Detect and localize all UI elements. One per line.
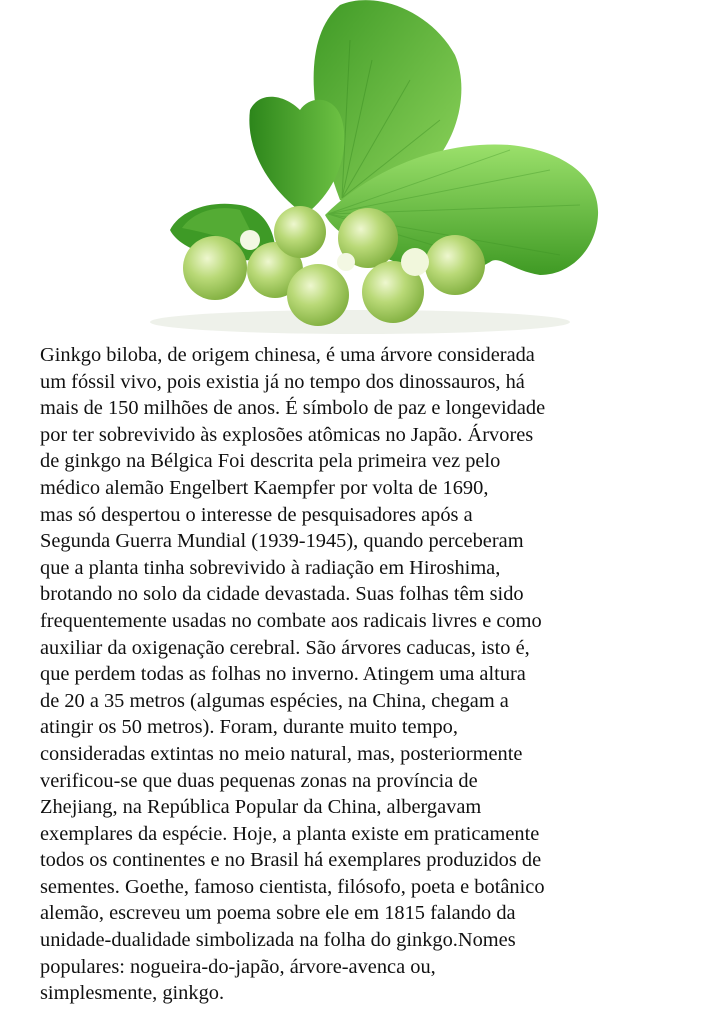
article-line: que a planta tinha sobrevivido à radiação em Hiroshima, — [40, 556, 501, 579]
article-line: Ginkgo biloba, de origem chinesa, é uma árvore considerada — [40, 344, 535, 366]
article-line: de ginkgo na Bélgica Foi descrita pela primeira vez pelo — [40, 450, 501, 473]
article-line: alemão, escreveu um poema sobre ele em 1815 falando da — [40, 902, 516, 925]
article-line: que perdem todas as folhas no inverno. Atingem uma altura — [40, 663, 526, 686]
article-line: médico alemão Engelbert Kaempfer por volta de 1690, — [40, 476, 489, 499]
article-line: mas só despertou o interesse de pesquisadores após a — [40, 503, 473, 526]
article-line: exemplares da espécie. Hoje, a planta existe em praticamente — [40, 822, 540, 845]
article-line: frequentemente usadas no combate aos radicais livres e como — [40, 609, 542, 632]
article-line: um fóssil vivo, pois existia já no tempo dos dinossauros, há — [40, 370, 525, 393]
article-line: auxiliar da oxigenação cerebral. São árvores caducas, isto é, — [40, 636, 530, 659]
article-text — [40, 342, 700, 1007]
article-line: populares: nogueira-do-japão, árvore-avenca ou, — [40, 955, 436, 978]
article-line: de 20 a 35 metros (algumas espécies, na China, chegam a — [40, 689, 509, 712]
ginkgo-leaf-left — [249, 97, 344, 215]
shadow — [150, 310, 570, 334]
article-line: Segunda Guerra Mundial (1939-1945), quando perceberam — [40, 530, 524, 553]
article-line: simplesmente, ginkgo. — [40, 982, 225, 1005]
article-line: unidade-dualidade simbolizada na folha do ginkgo.Nomes — [40, 929, 516, 952]
article-line: verificou-se que duas pequenas zonas na província de — [40, 769, 478, 792]
article-line: por ter sobrevivido às explosões atômicas no Japão. Árvores — [40, 423, 534, 446]
article-line: consideradas extintas no meio natural, mas, posteriormente — [40, 742, 523, 765]
article-line: todos os continentes e no Brasil há exemplares produzidos de — [40, 849, 542, 872]
article-line: sementes. Goethe, famoso cientista, filósofo, poeta e botânico — [40, 875, 545, 898]
ginkgo-illustration — [110, 0, 610, 340]
article-line: brotando no solo da cidade devastada. Suas folhas têm sido — [40, 583, 524, 606]
article-line: atingir os 50 metros). Foram, durante muito tempo, — [40, 716, 458, 739]
article-line: mais de 150 milhões de anos. É símbolo de paz e longevidade — [40, 397, 546, 420]
article-line: Zhejiang, na República Popular da China, albergavam — [40, 796, 482, 819]
